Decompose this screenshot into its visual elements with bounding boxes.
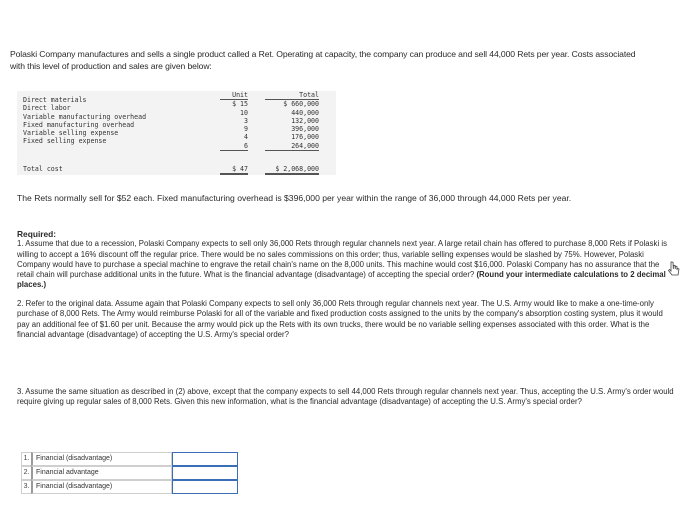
price-paragraph: The Rets normally sell for $52 each. Fixed manufacturing overhead is $396,000 per year within the range of 36,000 through 44,000 Rets per year. xyxy=(17,193,572,203)
unit-value: 9 xyxy=(244,125,248,134)
required-title: Required: xyxy=(17,229,57,239)
answer-2-input[interactable] xyxy=(172,466,238,480)
answer-label: Financial (disadvantage) xyxy=(31,480,172,494)
cost-row-label: Variable manufacturing overhead xyxy=(23,112,147,121)
cost-row-label: Direct materials xyxy=(23,96,87,104)
answer-row xyxy=(21,480,238,494)
unit-value: 10 xyxy=(240,108,248,117)
answer-number: 2. xyxy=(21,466,31,480)
total-header: Total xyxy=(265,91,319,100)
answer-number: 3. xyxy=(21,480,31,494)
unit-header: Unit xyxy=(220,91,248,100)
total-column xyxy=(265,91,319,151)
total-value: 264,000 xyxy=(265,142,319,151)
cost-row-label: Fixed selling expense xyxy=(23,137,107,146)
answer-table xyxy=(21,452,238,494)
answer-row xyxy=(21,466,238,480)
total-cost-label: Total cost xyxy=(23,165,63,173)
mouse-pointer-icon xyxy=(666,260,682,278)
total-value: $ 660,000 xyxy=(283,100,319,109)
requirement-1-note: (Round your intermediate calculations to 2 decimal places.) xyxy=(17,270,666,290)
total-value: 396,000 xyxy=(291,125,319,134)
unit-value: 4 xyxy=(244,133,248,142)
cost-row-label: Direct labor xyxy=(23,104,71,113)
requirement-1-text: 1. Assume that due to a recession, Polaski Company expects to sell only 36,000 Rets through regular channels next year. A large retail chain has offered to purchase 8,000 Rets if Polaski is willing to accept a 16% discount off the regular price. There would be no sales commissions on this order; thus, variable selling expenses would be slashed by 75%. However, Polaski Company would have to purchase a special machine to engrave the retail chain's name on the 8,000 units. This machine would cost $16,000. Polaski Company has no assurance that the retail chain will purchase additional units in the future. What is the financial advantage (disadvantage) of accepting the special order? xyxy=(17,239,667,280)
answer-number: 1. xyxy=(21,452,31,466)
unit-column xyxy=(220,91,248,151)
cost-row-label: Fixed manufacturing overhead xyxy=(23,120,135,129)
unit-value: 6 xyxy=(220,142,248,151)
answer-label: Financial advantage xyxy=(31,466,172,480)
cost-table xyxy=(17,91,336,175)
requirement-1 xyxy=(17,239,677,290)
cost-row-label: Variable selling expense xyxy=(23,129,119,138)
total-cost-total: $ 2,068,000 xyxy=(265,165,319,175)
unit-value: 3 xyxy=(244,116,248,125)
problem-intro: Polaski Company manufactures and sells a single product called a Ret. Operating at capacity, the company can produce and sell 44,000 Rets per year. Costs associated with this level of production and sales are given below: xyxy=(10,49,636,71)
unit-value: $ 15 xyxy=(232,100,248,109)
answer-label: Financial (disadvantage) xyxy=(31,452,172,466)
requirement-2: 2. Refer to the original data. Assume again that Polaski Company expects to sell only 36,000 Rets through regular channels next year. The U.S. Army would like to make a one-time-only purchase of 8,000 Rets. The Army would reimburse Polaski for all of the variable and fixed production costs assigned to the units by the company's absorption costing system, plus it would pay an additional fee of $1.60 per unit. Because the army would pick up the Rets with its own trucks, there would be no variable selling expenses associated with this order. What is the financial advantage (disadvantage) of accepting the U.S. Army's special order? xyxy=(17,299,663,339)
total-cost-unit: $ 47 xyxy=(220,165,248,175)
cost-labels xyxy=(23,96,146,146)
required-section xyxy=(17,229,677,407)
answer-row xyxy=(21,452,238,466)
answer-1-input[interactable] xyxy=(172,452,238,466)
requirement-3: 3. Assume the same situation as described in (2) above, except that the company expects to sell 44,000 Rets through regular channels next year. Thus, accepting the U.S. Army's order would require giving up regular sales of 8,000 Rets. Given this new information, what is the financial advantage (disadvantage) of accepting the U.S. Army's special order? xyxy=(17,387,674,407)
total-value: 132,000 xyxy=(291,116,319,125)
total-value: 176,000 xyxy=(291,133,319,142)
answer-3-input[interactable] xyxy=(172,480,238,494)
total-value: 440,000 xyxy=(291,108,319,117)
